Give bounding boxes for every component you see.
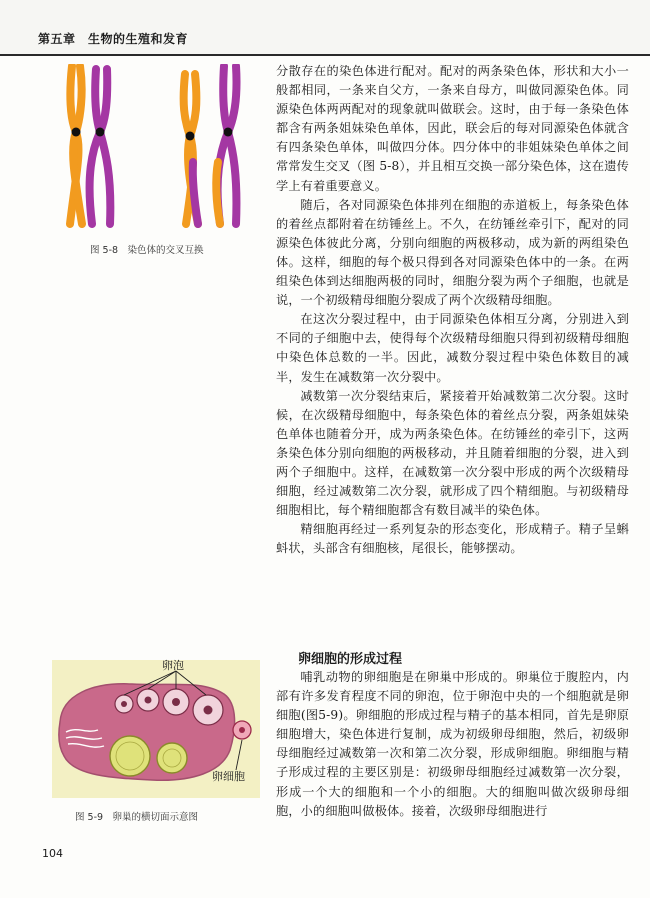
- figure-5-8-caption: 图 5-8 染色体的交叉互换: [90, 245, 204, 256]
- chromosome-crossover-figure: [52, 64, 262, 234]
- paragraph: 在这次分裂过程中，由于同源染色体相互分离，分别进入到不同的子细胞中去，使得每个次级精母细胞只得到初级精母细胞中染色体总数的一半。因此，减数分裂过程中染色体数目的减半，发生在减数第一次分裂中。: [276, 312, 629, 384]
- released-egg: [233, 721, 251, 739]
- centromere-paternal-2: [224, 128, 233, 137]
- chapter-title: 第五章 生物的生殖和发育: [38, 32, 189, 46]
- centromere-maternal-2: [186, 132, 195, 141]
- chromatid-exchanged-segment-2: [216, 162, 220, 224]
- chromosome-pair-after: [184, 66, 237, 224]
- paragraph: 随后，各对同源染色体排列在细胞的赤道板上，每条染色体的着丝点都附着在纺锤丝上。不久，在纺锤丝牵引下，配对的同源染色体彼此分离，分别向细胞的两极移动，成为新的两组染色体。这样，细胞的每个极只得到各对同源染色体中的一条。在两组染色体到达细胞两极的同时，细胞分裂为两个子细胞，也就是说，一个初级精母细胞分裂成了两个次级精母细胞。: [276, 197, 629, 308]
- page-number: 104: [42, 847, 63, 860]
- centromere-paternal: [96, 128, 105, 137]
- figure-5-9-caption: 图 5-9 卵巢的横切面示意图: [75, 812, 199, 823]
- paragraph: 哺乳动物的卵细胞是在卵巢中形成的。卵巢位于腹腔内，内部有许多发育程度不同的卵泡，位于卵泡中央的一个细胞就是卵细胞(图5-9)。卵细胞的形成过程与精子的基本相同，首先是卵原细胞增大，染色体进行复制，成为初级卵母细胞，然后，初级卵母细胞经过减数第一次和第二次分裂，形成卵细胞。卵细胞与精子形成过程的主要区别是：初级卵母细胞经过减数第一次分裂，形成一个大的细胞和一个小的细胞。大的细胞叫做次级卵母细胞，小的细胞叫做极体。接着，次级卵母细胞进行: [276, 670, 629, 818]
- chromatid-exchanged-segment: [193, 162, 198, 224]
- main-text-column: [276, 62, 629, 558]
- page-header: [0, 0, 650, 56]
- centromere-maternal: [72, 128, 81, 137]
- follicle-label: 卵泡: [162, 659, 184, 672]
- paragraph: 减数第一次分裂结束后，紧接着开始减数第二次分裂。这时候，在次级精母细胞中，每条染色体的着丝点分裂，两条姐妹染色单体也随着分开，成为两条染色体。在纺锤丝的牵引下，这两条染色体分别向细胞的两极移动，并且随着细胞的分裂，进入到两个子细胞中。这样，在减数第一次分裂中形成的两个次级精母细胞，经过减数第二次分裂，就形成了四个精细胞。与初级精母细胞相比，每个精细胞都含有数目减半的染色体。: [276, 388, 629, 518]
- mature-follicle: [157, 743, 187, 773]
- chromosome-pair-before: [70, 66, 110, 224]
- egg-cell-label: 卵细胞: [212, 770, 245, 783]
- paragraph: 精细胞再经过一系列复杂的形态变化，形成精子。精子呈蝌蚪状，头部含有细胞核，尾很长，能够摆动。: [276, 522, 629, 556]
- section-text-column: [276, 668, 629, 821]
- section-heading: 卵细胞的形成过程: [298, 652, 403, 667]
- paragraph: 分散存在的染色体进行配对。配对的两条染色体，形状和大小一般都相同，一条来自父方，一条来自母方，叫做同源染色体。同源染色体两两配对的现象就叫做联会。这时，由于每一条染色体都含有两条姐妹染色单体，因此，联会后的每对同源染色体就含有四条染色单体，叫做四分体。四分体中的非姐妹染色单体之间常常发生交叉（图 5-8），并且相互交换一部分染色体，这在遗传学上有着重要意义。: [276, 64, 629, 193]
